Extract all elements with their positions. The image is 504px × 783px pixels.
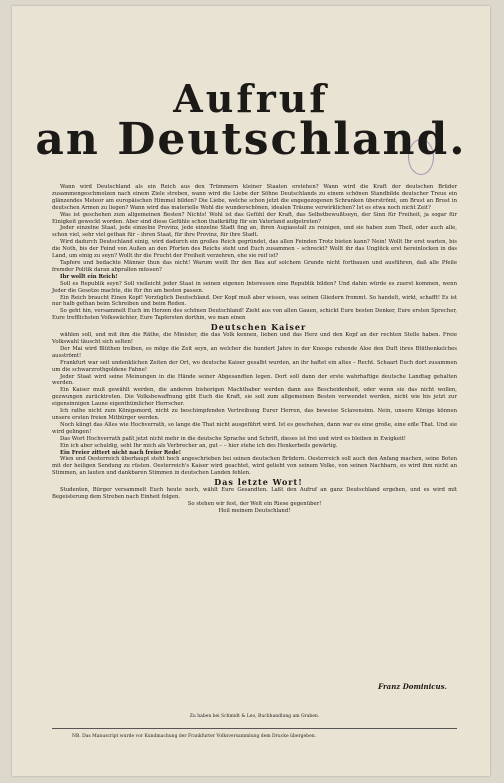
paragraph: Noch klingt das Alles wie Hochverrath, so lange die That nicht ausgeführt wird. Ist es geschehen, dann war es eine große, eine edle That. Und sie wird gelingen! [52, 421, 457, 435]
paragraph: Tapfere und bedachte Männer thun das nicht! Warum weilt Ihr den Bau auf solchem Grunde nicht fortbauen und ausführen, daß alle Pfeile fremder Politik daran abprallen müssen? [52, 259, 457, 273]
title-line-2: an Deutschland. [35, 114, 467, 165]
heading-letzte-wort: Das letzte Wort! [214, 477, 303, 488]
document-sheet [12, 6, 490, 776]
divider [52, 728, 457, 729]
title-line-1: Aufruf [173, 76, 329, 121]
closing-paragraph: Studenten, Bürger versammelt Euch heute noch, wählt Eure Gesandten. Laßt den Aufruf an ganz Deutschland ergehen, und es wird mit Begeisterung dem Streben nach Einheit folgen. [52, 487, 457, 501]
paragraph: Was ist geschehen zum allgemeinen Besten? Nichts! Wohl ist das Gefühl der Kraft, das Selbstbewußtseyn, der Sinn für Freiheit, ja sogar für Einigkeit geweckt worden. Aber sind diese Gefühle schon thatkräftig für ein Vaterland aufgetreten? [52, 211, 457, 225]
paragraph: Das Wort Hochverrath paßt jetzt nicht mehr in die deutsche Sprache und Schrift, dieses ist frei und wird es bleiben in Ewigkeit! [60, 435, 406, 442]
paragraph: Ein ich aber schuldig, seht Ihr mich als Verbrecher an, gut – – hier stehe ich des Henkerbeils gewärtig. [60, 442, 338, 449]
paragraph: Soll es Republik seyn? Soll vielleicht jeder Staat in seinen eigenen Interessen eine Republik bilden? Und dahin würde es zuerst kommen, wenn Jeder die Gesetze machte, die für ihn am besten passen. [52, 280, 457, 294]
signature-row [52, 682, 457, 694]
paragraph: So geht hin, versammelt Euch im Herzen des schönen Deutschland! Zieht aus von allen Gauen, schickt Eure besten Denker, Eure ersten Sprecher, Eure trefflichsten Volkswächter, Eure Tapfersten dorthin, wo man einen [52, 308, 457, 322]
footnote: NB. Das Manuscript wurde vor Kundmachung der Frankfurter Volksversammlung dem Drucke übergeben. [72, 734, 317, 739]
paragraph: Wien und Oesterreich überhaupt steht hoch angeschrieben bei seinen deutschen Brüdern. Oesterreich soll auch den Anfang machen, seine Boten mit der heiligen Sendung zu rüsten. Oesterreich's Kaiser wird geachtet, wird geliebt von seinem Volke, von seinen Nachbarn, es wird ihm nicht an Stimmen, an lauten und dankbaren Stimmen in deutschen Landen fehlen. [52, 456, 457, 477]
paragraph: Ich rathe nicht zum Königsmord, nicht zu beschimpfenden Vertreibung Eurer Herren, das beweise Sclavensinn. Nein, unsere Könige können unsere ersten freien Mitbürger werden. [52, 408, 457, 421]
paragraph: Ein Kaiser muß gewählt werden, die anderen bisherigen Machthaber werden dann aus Bescheidenheit, oder wenn sie das nicht wollen, gezwungen zurücktreten. Die Volksbewaffnung gibt Euch die Kraft, sie soll zum allgemeinen Besten verwendet werden, nicht wie bis jetzt zur eigensinnigen Laune eigenthümlicher Herrscher. [52, 387, 457, 408]
document-body [52, 184, 457, 515]
publisher-line: Zu haben bei Schmidt & Leo, Buchhandlung am Graben. [189, 714, 320, 719]
heading-kaiser: Deutschen Kaiser [210, 322, 307, 333]
paragraph: wählen soll, und mit ihm die Räthe, die Minister, die das Volk kennen, lieben und das Herz und den Kopf an der rechten Stelle haben. Freie Volkswahl täuscht sich selten! [52, 332, 457, 346]
paragraph: Ein Freier zittert nicht nach freier Rede! [60, 449, 182, 456]
paragraph: Der Mai wird Blüthen treiben, es möge die Zeit seyn, an welcher die hundert Jahre in der Knospe ruhende Aloe den Duft ihres Blüthenkelches ausströmt! [52, 345, 457, 359]
signature: Franz Dominicus. [378, 682, 447, 691]
paragraph: Wird dadurch Deutschland einig, wird dadurch ein großes Reich gegründet, das allen Feinden Trotz bieten kann? Nein! Wollt Ihr erst warten, bis die Noth, bis der Feind von Außen an den Pforten des Reichs steht und Euch zusammen – schreckt? Wollt ihr das Unglück erst hereinlocken in das Land, um einig zu seyn? Wollt ihr die Frucht der Freiheit verzehren, ehe sie reif ist? [52, 239, 457, 260]
paragraph: Jeder Staat wird seine Meinungen in die Hände seiner Abgesandten legen. Dort soll dann der erste wahrhaftige deutsche Landtag gehalten werden. [52, 373, 457, 387]
paragraph: Jeder einzelne Staat, jede einzelne Provinz, jede einzelne Stadt fing an, ihren Augiasstall zu reinigen, und sie haben zum Theil, oder auch alle, schon viel, sehr viel gethan für – ihren Staat, für ihre Provinz, für ihre Stadt. [52, 225, 457, 239]
paragraph: Frankfurt war seit undenklichen Zeiten der Ort, wo deutsche Kaiser gesalbt wurden, an ihr haftet ein altes – Recht. Schaart Euch dort zusammen um die schwarzrothgoldene Fahne! [52, 359, 457, 373]
paragraph: Ihr wollt ein Reich! [60, 273, 118, 280]
closing-line: Heil meinem Deutschland! [218, 507, 291, 514]
paragraph: Ein Reich braucht Einen Kopf! Vorzüglich Deutschland. Der Kopf muß aber wissen, was seinen Gliedern frommt. So handelt, wirkt, schafft! Es ist nur halb gethan beim Schreiben und beim Reden. [52, 294, 457, 308]
paragraph: Wann wird Deutschland als ein Reich aus den Trümmern kleiner Staaten erstehen? Wann wird die Kraft der deutschen Brüder zusammengeschmolzen nach einem Ziele streben, wann wird die Liebe der Söhne Deutschlands zu einem schönen Standbilde deutscher Treue ein glänzendes Meteor am europäischen Himmel bilden? Die Liebe, welche schon jetzt die engegezogenen Schranken überströmt, um Brust an Brust in deutschen Armen zu liegen? Wann wird das materielle Wohl die wunderschönen, idealen Träume verwirklichen? Ist es etwa noch nicht Zeit? [52, 184, 457, 211]
closing-line: So stehen wir fest, der Welt ein Riese gegenüber! [187, 500, 322, 507]
